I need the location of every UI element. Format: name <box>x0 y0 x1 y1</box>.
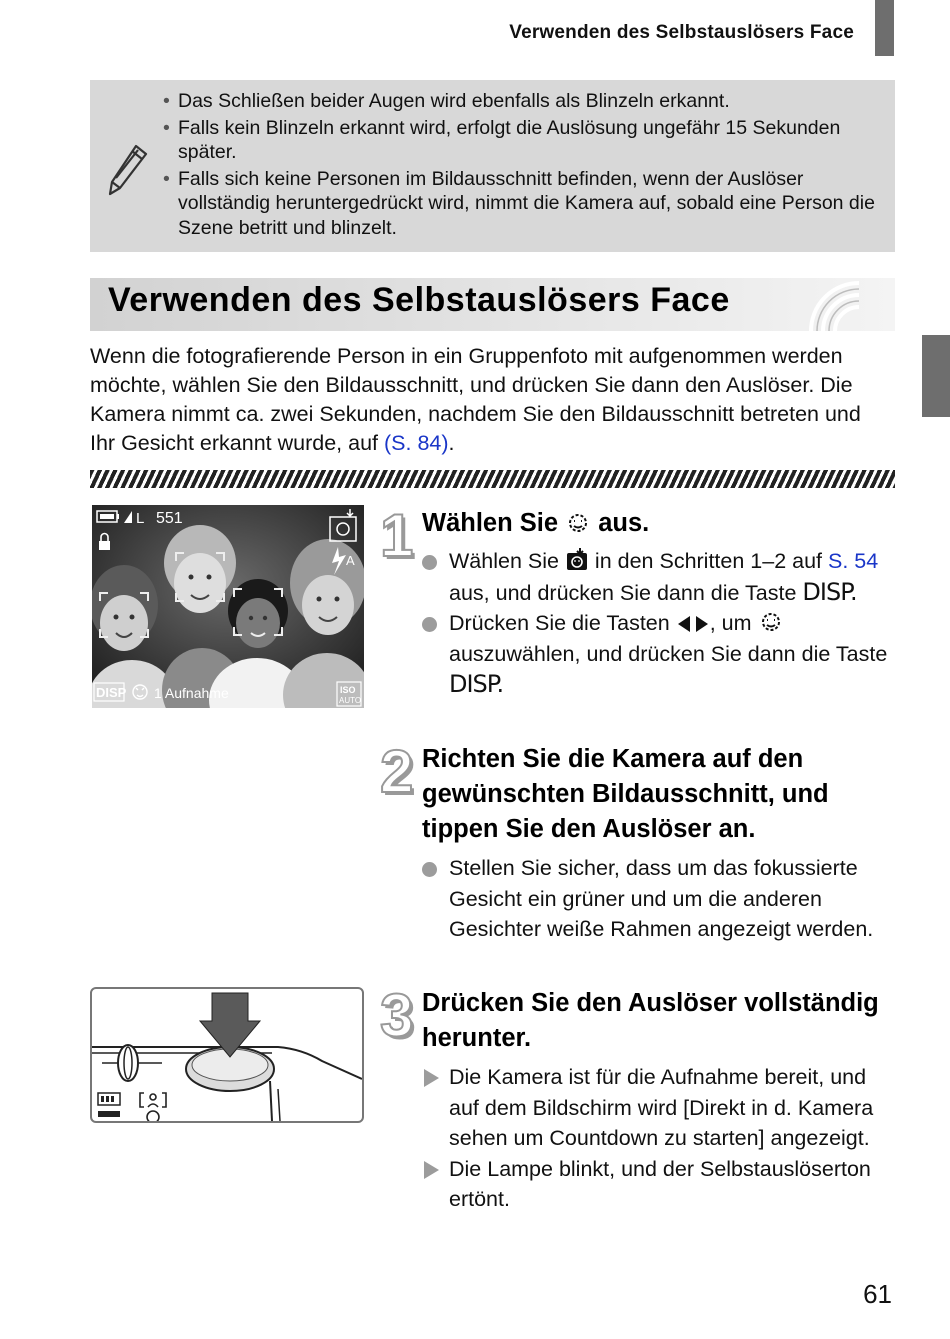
step-number: 1 <box>380 502 414 569</box>
page-number: 61 <box>863 1279 892 1309</box>
item-text: aus, und drücken Sie dann die Taste <box>449 580 797 605</box>
item-text: Wählen Sie <box>449 549 559 573</box>
section-title: Verwenden des Selbstauslösers Face <box>108 281 730 319</box>
step-number: 2 <box>380 738 414 805</box>
item-text: Die Kamera ist für die Aufnahme bereit, und auf dem Bildschirm wird [Direkt in d. Kamera sehen um Countdown zu starten] angezeigt. <box>449 1065 874 1150</box>
step-number: 3 <box>380 982 414 1049</box>
page-link[interactable]: S. 54 <box>828 549 879 573</box>
pencil-icon <box>106 142 150 198</box>
bullet-icon <box>422 617 437 632</box>
disp-key-label: DISP. <box>449 670 504 698</box>
section-title-bar <box>90 278 895 331</box>
intro-end: . <box>448 431 455 455</box>
step-heading-text: Wählen Sie <box>422 509 559 537</box>
item-text: auszuwählen, und drücken Sie dann die Taste <box>449 641 888 666</box>
svg-text:AUTO: AUTO <box>339 696 362 705</box>
result-arrow-icon <box>424 1069 439 1087</box>
chapter-side-tab <box>922 335 950 417</box>
camera-screen-image <box>92 505 364 708</box>
svg-text:A: A <box>346 553 355 568</box>
step-item <box>422 853 882 945</box>
left-right-arrows-icon <box>676 614 710 634</box>
intro-text: Wenn die fotografierende Person in ein Gruppenfoto mit aufgenommen werden möchte, wählen Sie den Bildausschnitt, und drücken Sie dann den Auslöser. Die Kamera nimmt ca. zwei Sekunden, nachdem Sie den Bildausschnitt betreten und Ihr Gesicht erkannt wurde, auf <box>90 344 861 455</box>
item-text: Drücken Sie die Tasten <box>449 611 670 635</box>
bullet-icon <box>422 862 437 877</box>
item-text: , um <box>709 611 752 635</box>
item-text: Stellen Sie sicher, dass um das fokussierte Gesicht ein grüner und um die anderen Gesichter weiße Rahmen angezeigt werden. <box>449 856 874 941</box>
step-body <box>422 853 882 945</box>
step-heading: Richten Sie die Kamera auf den gewünschten Bildausschnitt, und tippen Sie den Auslöser an. <box>422 745 829 843</box>
face-self-timer-icon <box>758 608 784 634</box>
svg-text:1 Aufnahme: 1 Aufnahme <box>154 685 229 701</box>
shutter-illustration <box>90 987 364 1123</box>
step-body <box>422 546 892 701</box>
step-item <box>422 546 892 608</box>
step-heading <box>422 506 892 541</box>
intro-paragraph <box>90 342 890 458</box>
note-list <box>160 89 880 242</box>
svg-text:DISP: DISP <box>96 685 127 700</box>
svg-text:ISO: ISO <box>340 685 356 695</box>
step-item <box>422 1154 892 1215</box>
shutter-button-drawing <box>92 989 362 1121</box>
bullet-icon <box>422 555 437 570</box>
face-self-timer-icon <box>565 509 591 535</box>
item-text: in den Schritten 1–2 auf <box>594 549 823 573</box>
disp-key-label: DISP. <box>802 577 857 606</box>
note-item: • Das Schließen beider Augen wird ebenfalls als Blinzeln erkannt. <box>160 89 880 114</box>
svg-text:551: 551 <box>156 510 183 527</box>
step-item <box>422 608 892 701</box>
swoosh-decoration <box>805 278 895 331</box>
step-heading-text: aus. <box>598 509 650 537</box>
svg-text:L: L <box>136 510 145 527</box>
note-box <box>90 80 895 252</box>
note-item: • Falls kein Blinzeln erkannt wird, erfolgt die Auslösung ungefähr 15 Sekunden später. <box>160 116 880 165</box>
note-item: • Falls sich keine Personen im Bildausschnitt befinden, wenn der Auslöser vollständig heruntergedrückt wird, nimmt die Kamera auf, sobald eine Person die Szene betritt und blinzelt. <box>160 167 880 241</box>
scene-mode-icon <box>565 548 589 572</box>
page-link[interactable]: (S. 84) <box>384 431 449 455</box>
item-text: Die Lampe blinkt, und der Selbstauslöserton ertönt. <box>449 1156 871 1211</box>
hatched-divider <box>90 470 895 488</box>
step-heading: Drücken Sie den Auslöser vollständig herunter. <box>422 989 879 1052</box>
step-item <box>422 1062 892 1154</box>
result-arrow-icon <box>424 1161 439 1179</box>
running-header: Verwenden des Selbstauslösers Face <box>509 22 854 43</box>
step-body <box>422 1062 892 1215</box>
group-photo <box>92 505 364 708</box>
header-tab-marker <box>875 0 894 56</box>
